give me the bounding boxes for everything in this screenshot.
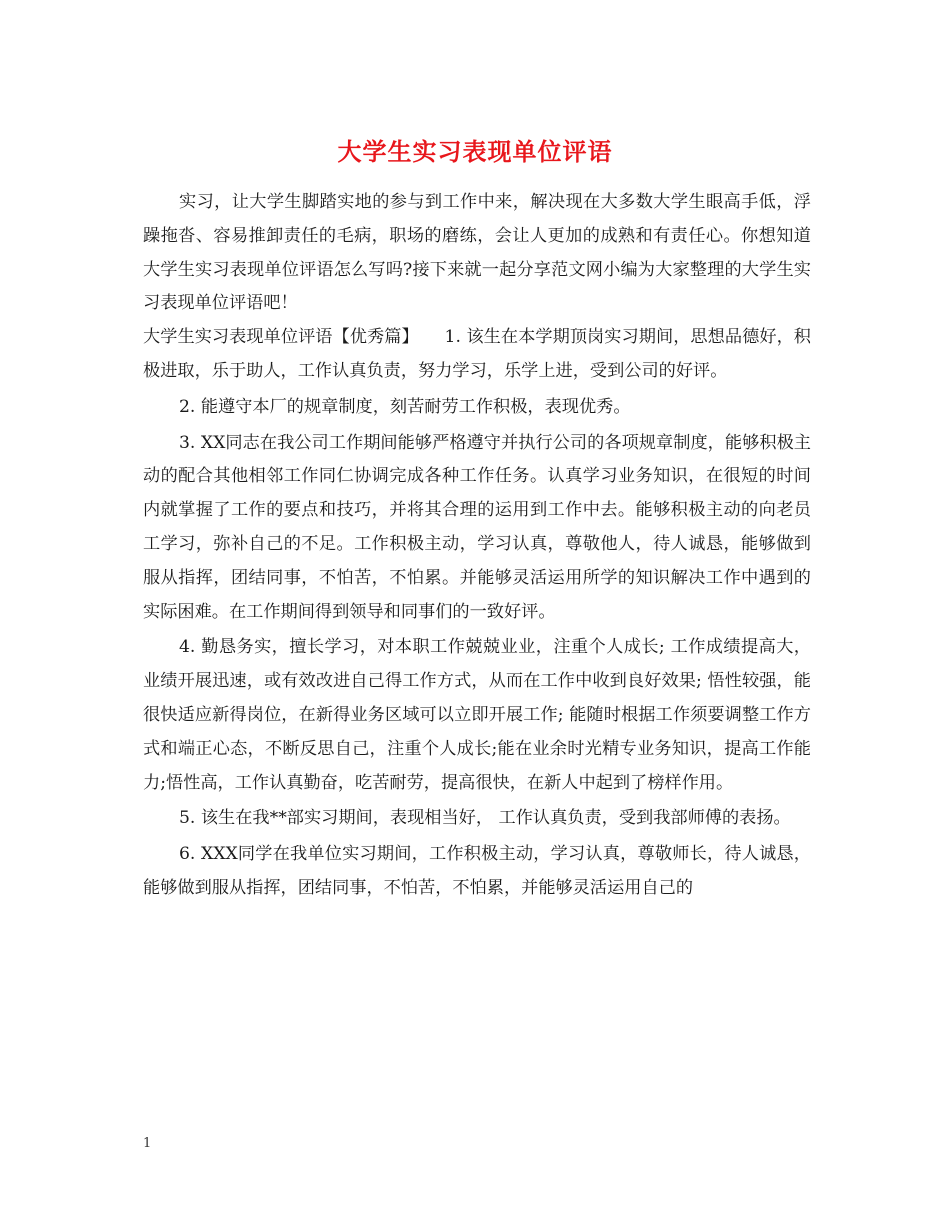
- document-body: [143, 178, 811, 906]
- list-item-2: 2. 能遵守本厂的规章制度，刻苦耐劳工作积极，表现优秀。: [179, 396, 631, 417]
- list-item-3: 3. XX同志在我公司工作期间能够严格遵守并执行公司的各项规章制度，能够积极主动的配合其他相邻工作同仁协调完成各种工作任务。认真学习业务知识，在很短的时间内就掌握了工作的要点和技巧，并将其合理的运用到工作中去。能够积极主动的向老员工学习，弥补自己的不足。工作积极主动，学习认真，尊敬他人，待人诚恳，能够做到服从指挥，团结同事，不怕苦，不怕累。并能够灵活运用所学的知识解决工作中遇到的实际困难。在工作期间得到领导和同事们的一致好评。: [143, 432, 811, 622]
- list-item-4: 4. 勤恳务实，擅长学习，对本职工作兢兢业业，注重个人成长; 工作成绩提高大，业绩开展迅速，或有效改进自己得工作方式，从而在工作中收到良好效果; 悟性较强，能很快适应新得岗位，在新得业务区域可以立即开展工作; 能随时根据工作须要调整工作方式和端正心态，不断反思自己，注重个人成长;能在业余时光精专业务知识，提高工作能力;悟性高，工作认真勤奋，吃苦耐劳，提高很快，在新人中起到了榜样作用。: [143, 637, 811, 793]
- list-item-5: 5. 该生在我**部实习期间，表现相当好， 工作认真负责，受到我部师傅的表扬。: [179, 808, 791, 829]
- list-item-6: 6. XXX同学在我单位实习期间，工作积极主动，学习认真，尊敬师长，待人诚恳，能够做到服从指挥，团结同事，不怕苦，不怕累，并能够灵活运用自己的: [143, 844, 811, 898]
- intro-paragraph: 实习，让大学生脚踏实地的参与到工作中来，解决现在大多数大学生眼高手低，浮躁拖沓、容易推卸责任的毛病，职场的磨练，会让人更加的成熟和有责任心。你想知道大学生实习表现单位评语怎么写吗?接下来就一起分享范文网小编为大家整理的大学生实习表现单位评语吧！: [143, 192, 811, 314]
- document-title: 大学生实习表现单位评语: [337, 137, 613, 166]
- section-heading-paragraph: 大学生实习表现单位评语【优秀篇】 1. 该生在本学期顶岗实习期间，思想品德好，积极进取，乐于助人，工作认真负责，努力学习，乐学上进，受到公司的好评。: [143, 327, 811, 381]
- page-number: 1: [143, 1136, 152, 1151]
